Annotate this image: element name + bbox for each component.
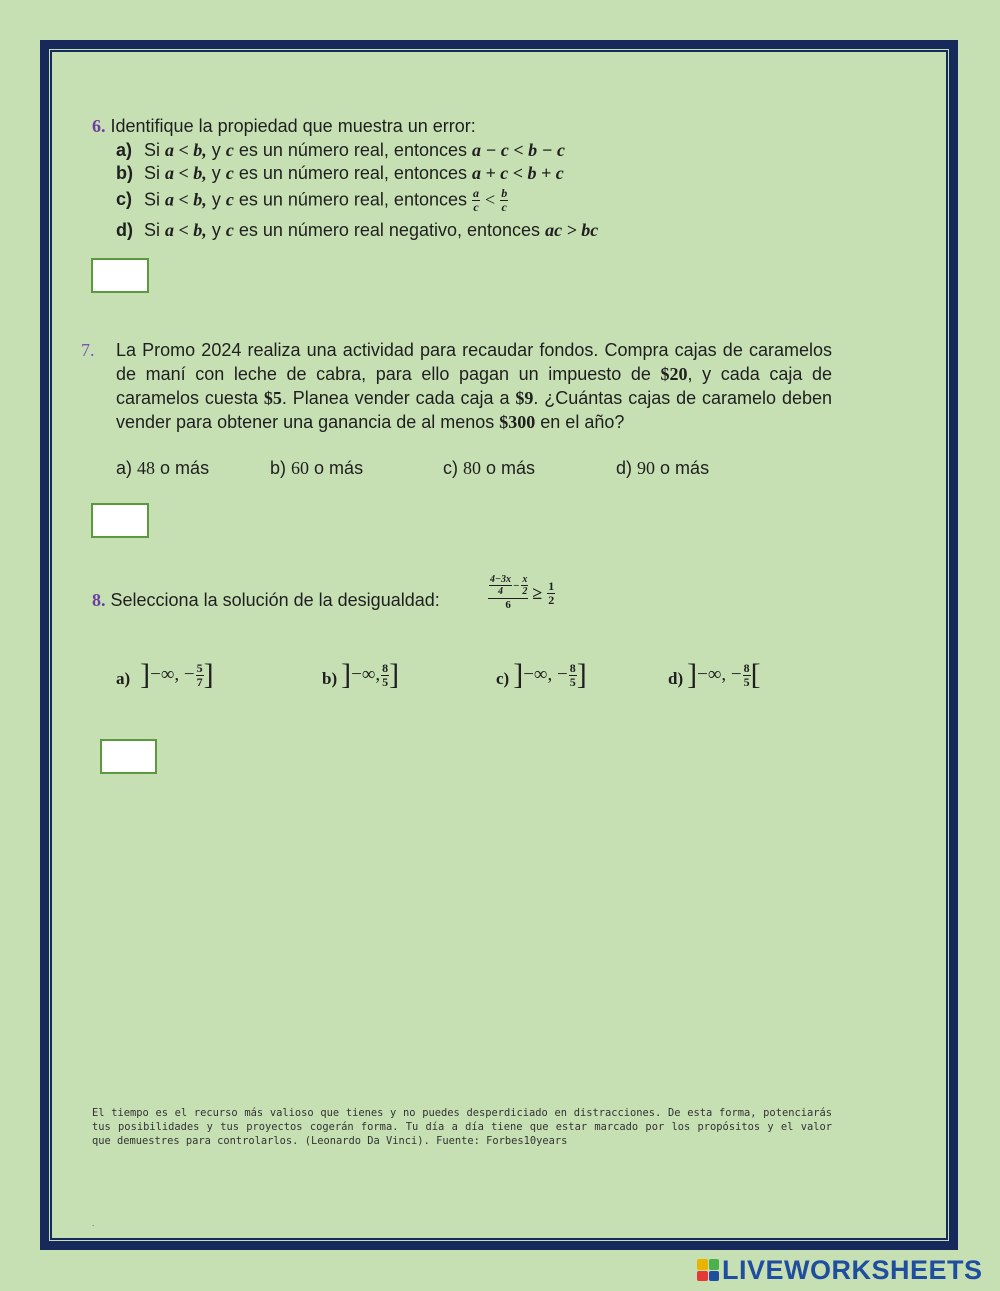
q8-answer-input[interactable] xyxy=(100,739,157,774)
q6-option-c xyxy=(116,187,508,214)
q8-option-a: a) ] −∞, − $\frac{5}{7}$ ] xyxy=(116,658,214,691)
math-result: a − c < b − c xyxy=(472,140,566,160)
rhs-fraction: $\frac{1}{2}$ xyxy=(548,578,555,607)
q8-option-b: b) ] −∞, 8 5 ] xyxy=(322,658,400,691)
q7-option-b: b) 60 o más xyxy=(270,458,364,478)
question-7-text: La Promo 2024 realiza una actividad para recaudar fondos. Compra cajas de caramelos de maní con leche de cabra, para ello pagan un impuesto de $20, y cada caja de caramelos cuesta $5. Planea vender cada caja a $9. ¿Cuántas cajas de caramelo deben vender para obtener una ganancia de al menos $300 en el año? xyxy=(116,340,833,432)
option-text: Si xyxy=(144,220,161,240)
math-condition: a < b, xyxy=(165,220,207,240)
q7-option-a: a) 48 o más xyxy=(116,458,210,478)
math-var: c xyxy=(225,220,234,240)
question-number: 6. xyxy=(92,116,106,136)
option-text: Si xyxy=(144,163,161,183)
q8-inequality xyxy=(488,574,555,612)
math-fraction-a-over-c: $\frac{a}{c}$ xyxy=(473,186,479,214)
q6-option-a xyxy=(116,138,565,162)
math-result: ac > bc xyxy=(545,220,599,240)
q6-option-d xyxy=(116,218,598,242)
option-text: es un número real, entonces xyxy=(238,163,467,183)
option-text: es un número real negativo, entonces xyxy=(238,220,541,240)
math-fraction-b-over-c: $\frac{b}{c}$ xyxy=(501,186,508,214)
option-text: y xyxy=(211,220,221,240)
math-condition: a < b, xyxy=(165,163,207,183)
option-letter: b) xyxy=(116,163,133,183)
math-result: a + c < b + c xyxy=(472,163,564,183)
math-operator: < xyxy=(485,189,496,210)
option-letter: d) xyxy=(116,220,133,240)
option-text: es un número real, entonces xyxy=(238,140,467,160)
math-var: c xyxy=(225,189,234,210)
option-text: y xyxy=(206,163,221,183)
option-text: es un número real, entonces xyxy=(238,189,467,210)
option-text: y xyxy=(206,140,221,160)
option-letter: c) xyxy=(116,189,133,210)
math-var: c xyxy=(225,163,234,183)
footer-dot: . xyxy=(92,1219,95,1228)
option-letter: a) xyxy=(116,140,133,160)
money-value: $20 xyxy=(660,364,688,384)
option-text: Si xyxy=(144,140,161,160)
math-condition: a < b, xyxy=(165,189,207,210)
option-text: y xyxy=(211,189,221,210)
complex-fraction: 4−3x 4 − $\frac{x}{2}$ 6 xyxy=(490,574,528,611)
question-6-heading xyxy=(92,114,476,138)
q6-answer-input[interactable] xyxy=(91,258,149,293)
liveworksheets-brand: LIVEWORKSHEETS xyxy=(722,1254,983,1285)
question-7-number: 7. xyxy=(81,340,95,360)
q7-option-c: c) 80 o más xyxy=(443,458,536,478)
question-prompt: Identifique la propiedad que muestra un error: xyxy=(110,116,476,136)
footer-quote: El tiempo es el recurso más valioso que tienes y no puedes desperdiciado en distracciones. De esta forma, potenciarás tus posibilidades y tus proyectos cogerán forma. Tu día a día tiene que estar marcado por los propósitos y el valor que demuestres para controlarlos. (Leonardo Da Vinci). Fuente: Forbes10years xyxy=(92,1107,832,1147)
q7-option-d: d) 90 o más xyxy=(616,458,710,478)
q8-option-c: c) ] −∞, − $\frac{8}{5}$ ] xyxy=(496,658,587,691)
math-operator: ≥ xyxy=(532,582,543,603)
question-8-heading xyxy=(92,588,440,612)
q7-answer-input[interactable] xyxy=(91,503,149,538)
money-value: $5 xyxy=(263,388,282,408)
math-condition: a < b, xyxy=(165,140,207,160)
liveworksheets-logo-icon xyxy=(697,1259,719,1281)
option-text: Si xyxy=(144,189,161,210)
question-number: 8. xyxy=(92,590,106,610)
money-value: $300 xyxy=(499,412,536,432)
liveworksheets-watermark xyxy=(697,1256,983,1284)
q6-option-b xyxy=(116,161,564,185)
math-var: c xyxy=(225,140,234,160)
money-value: $9 xyxy=(515,388,534,408)
question-prompt: Selecciona la solución de la desigualdad: xyxy=(110,590,440,610)
q8-option-d: d) ] −∞, − $\frac{8}{5}$ [ xyxy=(668,658,761,691)
